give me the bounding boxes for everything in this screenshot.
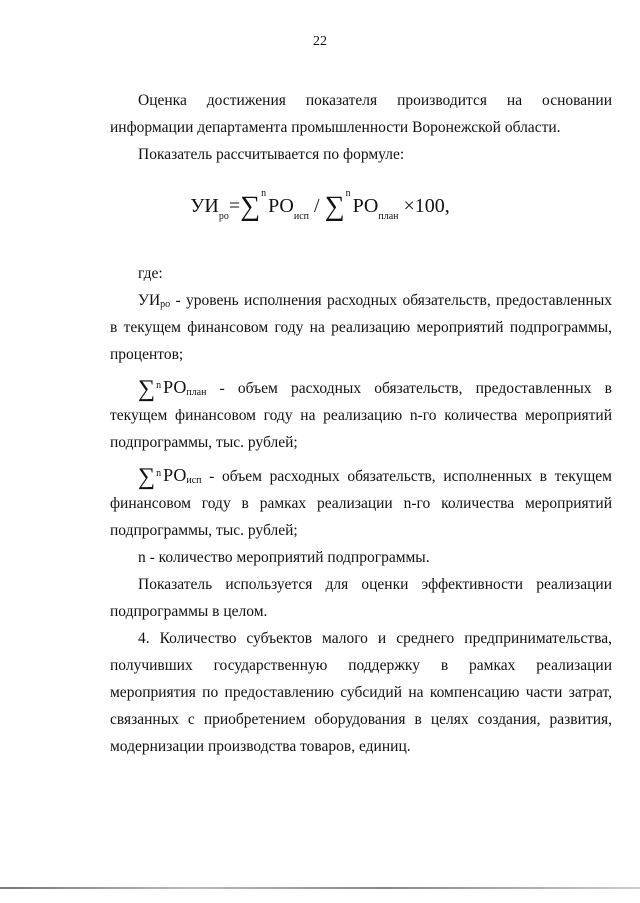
formula-lhs-subscript: ро bbox=[218, 211, 229, 222]
formula-lhs: УИ bbox=[190, 195, 219, 217]
sum-symbol: ∑ bbox=[324, 191, 345, 222]
scan-edge-line bbox=[0, 887, 640, 889]
def-ro-isp-subscript: исп bbox=[186, 475, 202, 486]
def-ro-isp-text: - объем расходных обязательств, исполненных в текущем финансовом году в рамках реализации n-го количества мероприятий подпрограммы, тыс. рублей; bbox=[110, 468, 612, 539]
formula-equals: = bbox=[228, 195, 241, 217]
formula-tail: ×100, bbox=[398, 195, 450, 217]
definition-ui bbox=[110, 287, 612, 368]
formula-divide: / bbox=[309, 195, 325, 217]
sum-superscript: n bbox=[345, 188, 351, 199]
sum-superscript: n bbox=[261, 188, 267, 199]
def-ui-symbol: УИ bbox=[138, 292, 161, 309]
sum-symbol: ∑ bbox=[138, 376, 156, 402]
formula-term1-subscript: исп bbox=[293, 211, 310, 222]
definitions-block bbox=[110, 260, 612, 760]
intro-block bbox=[110, 87, 612, 168]
definition-n: n - количество мероприятий подпрограммы. bbox=[138, 549, 430, 566]
formula-term1: РО bbox=[268, 195, 294, 217]
def-ui-text: - уровень исполнения расходных обязательств, предоставленных в текущем финансовом году на реализацию мероприятий подпрограммы, процентов; bbox=[110, 292, 612, 363]
usage-paragraph: Показатель используется для оценки эффективности реализации подпрограммы в целом. bbox=[110, 576, 612, 620]
sum-symbol: ∑ bbox=[240, 191, 261, 222]
definition-ro-isp bbox=[110, 462, 612, 544]
sum-superscript: n bbox=[156, 380, 162, 391]
page-number: 22 bbox=[313, 34, 327, 49]
definition-ro-plan bbox=[110, 374, 612, 456]
sum-superscript: n bbox=[156, 468, 162, 479]
formula-term2: РО bbox=[352, 195, 379, 217]
def-ui-subscript: ро bbox=[160, 299, 171, 310]
item-4-paragraph: 4. Количество субъектов малого и среднего предпринимательства, получивших государственную поддержку в рамках реализации мероприятия по предоставлению субсидий на компенсацию части затрат, связанных с приобретением оборудования в целях создания, развития, модернизации производства товаров, единиц. bbox=[110, 630, 612, 755]
formula-term2-subscript: план bbox=[378, 211, 399, 222]
where-label: где: bbox=[138, 265, 163, 282]
def-ro-plan-text: - объем расходных обязательств, предоставленных в текущем финансовом году на реализацию n-го количества мероприятий подпрограммы, тыс. рублей; bbox=[110, 380, 612, 451]
formula bbox=[0, 188, 640, 222]
sum-symbol: ∑ bbox=[138, 464, 156, 490]
def-ro-plan-symbol: РО bbox=[163, 377, 187, 397]
def-ro-isp-symbol: РО bbox=[163, 465, 187, 485]
intro-paragraph: Оценка достижения показателя производится на основании информации департамента промышленности Воронежской области. bbox=[110, 92, 612, 136]
formula-intro: Показатель рассчитывается по формуле: bbox=[138, 146, 405, 163]
def-ro-plan-subscript: план bbox=[186, 387, 207, 398]
